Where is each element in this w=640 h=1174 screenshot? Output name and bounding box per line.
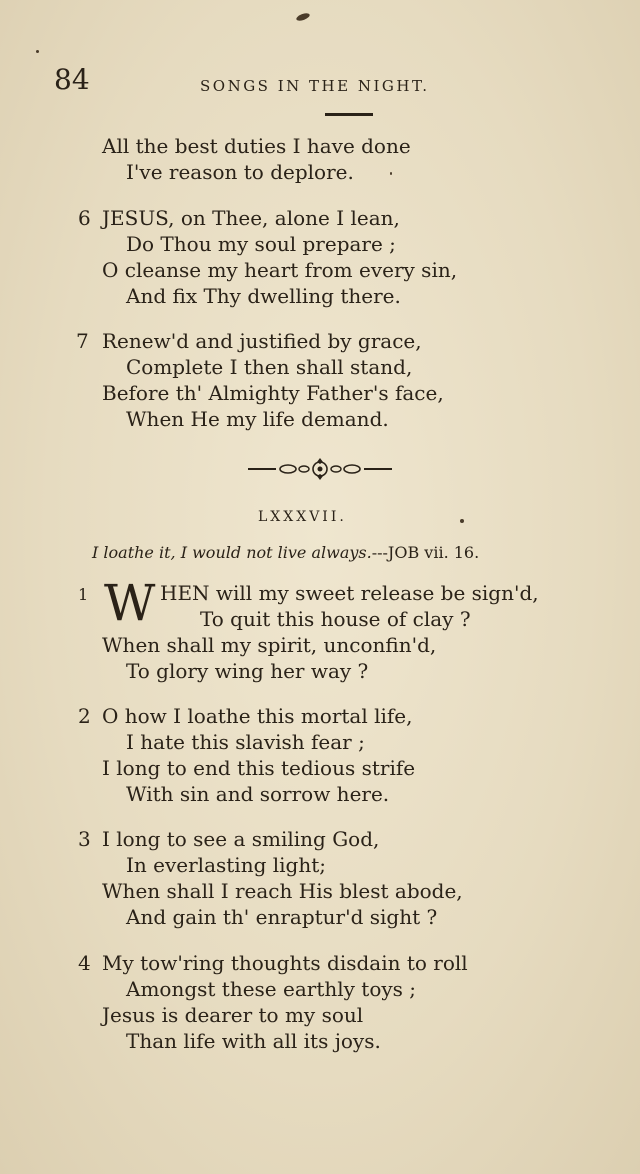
verse-line: HEN will my sweet release be sign'd,	[160, 581, 539, 605]
ink-speck	[295, 12, 310, 22]
fleuron-ornament-icon	[246, 456, 394, 486]
verse-line: And fix Thy dwelling there.	[126, 284, 401, 308]
verse-line: When He my life demand.	[126, 407, 389, 431]
verse-line: Complete I then shall stand,	[126, 355, 413, 379]
verse-line: All the best duties I have done	[102, 134, 411, 158]
verse-number: 2	[78, 704, 91, 728]
header-rule	[325, 113, 373, 116]
verse-number: 3	[78, 827, 91, 851]
verse-line: And gain th' enraptur'd sight ?	[126, 905, 438, 929]
verse-line: Do Thou my soul prepare ;	[126, 232, 396, 256]
verse-line: With sin and sorrow here.	[126, 782, 390, 806]
verse-line: My tow'ring thoughts disdain to roll	[102, 951, 468, 975]
page-number: 84	[54, 63, 90, 96]
verse-number: 7	[76, 329, 89, 353]
verse-line: O how I loathe this mortal life,	[102, 704, 413, 728]
epigraph	[92, 542, 479, 564]
verse-line: To quit this house of clay ?	[200, 607, 471, 631]
verse-line: Jesus is dearer to my soul	[102, 1003, 364, 1027]
epigraph-reference: ---JOB vii. 16.	[371, 543, 480, 562]
ink-speck	[36, 50, 39, 53]
verse-line: Amongst these earthly toys ;	[126, 977, 417, 1001]
verse-line: I long to see a smiling God,	[102, 827, 380, 851]
verse-line: I've reason to deplore.	[126, 160, 354, 184]
ink-speck	[460, 519, 464, 523]
verse-line: I hate this slavish fear ;	[126, 730, 365, 754]
verse-line: I long to end this tedious strife	[102, 756, 416, 780]
verse-number: 1	[78, 585, 89, 604]
verse-number: 6	[78, 206, 91, 230]
verse-line: To glory wing her way ?	[126, 659, 369, 683]
verse-line: Renew'd and justified by grace,	[102, 329, 422, 353]
verse-number: 4	[78, 951, 91, 975]
verse-line: Before th' Almighty Father's face,	[102, 381, 444, 405]
running-title: SONGS IN THE NIGHT.	[200, 77, 430, 95]
verse-line: When shall I reach His blest abode,	[102, 879, 463, 903]
verse-line: JESUS, on Thee, alone I lean,	[102, 206, 400, 230]
verse-line: When shall my spirit, unconfin'd,	[102, 633, 437, 657]
drop-cap: W	[104, 574, 156, 632]
epigraph-text: I loathe it, I would not live always.	[92, 543, 372, 562]
verse-line: O cleanse my heart from every sin,	[102, 258, 458, 282]
verse-line: In everlasting light;	[126, 853, 326, 877]
verse-line: Than life with all its joys.	[126, 1029, 381, 1053]
hymn-number: LXXXVII.	[258, 509, 347, 525]
ink-speck	[390, 172, 392, 175]
